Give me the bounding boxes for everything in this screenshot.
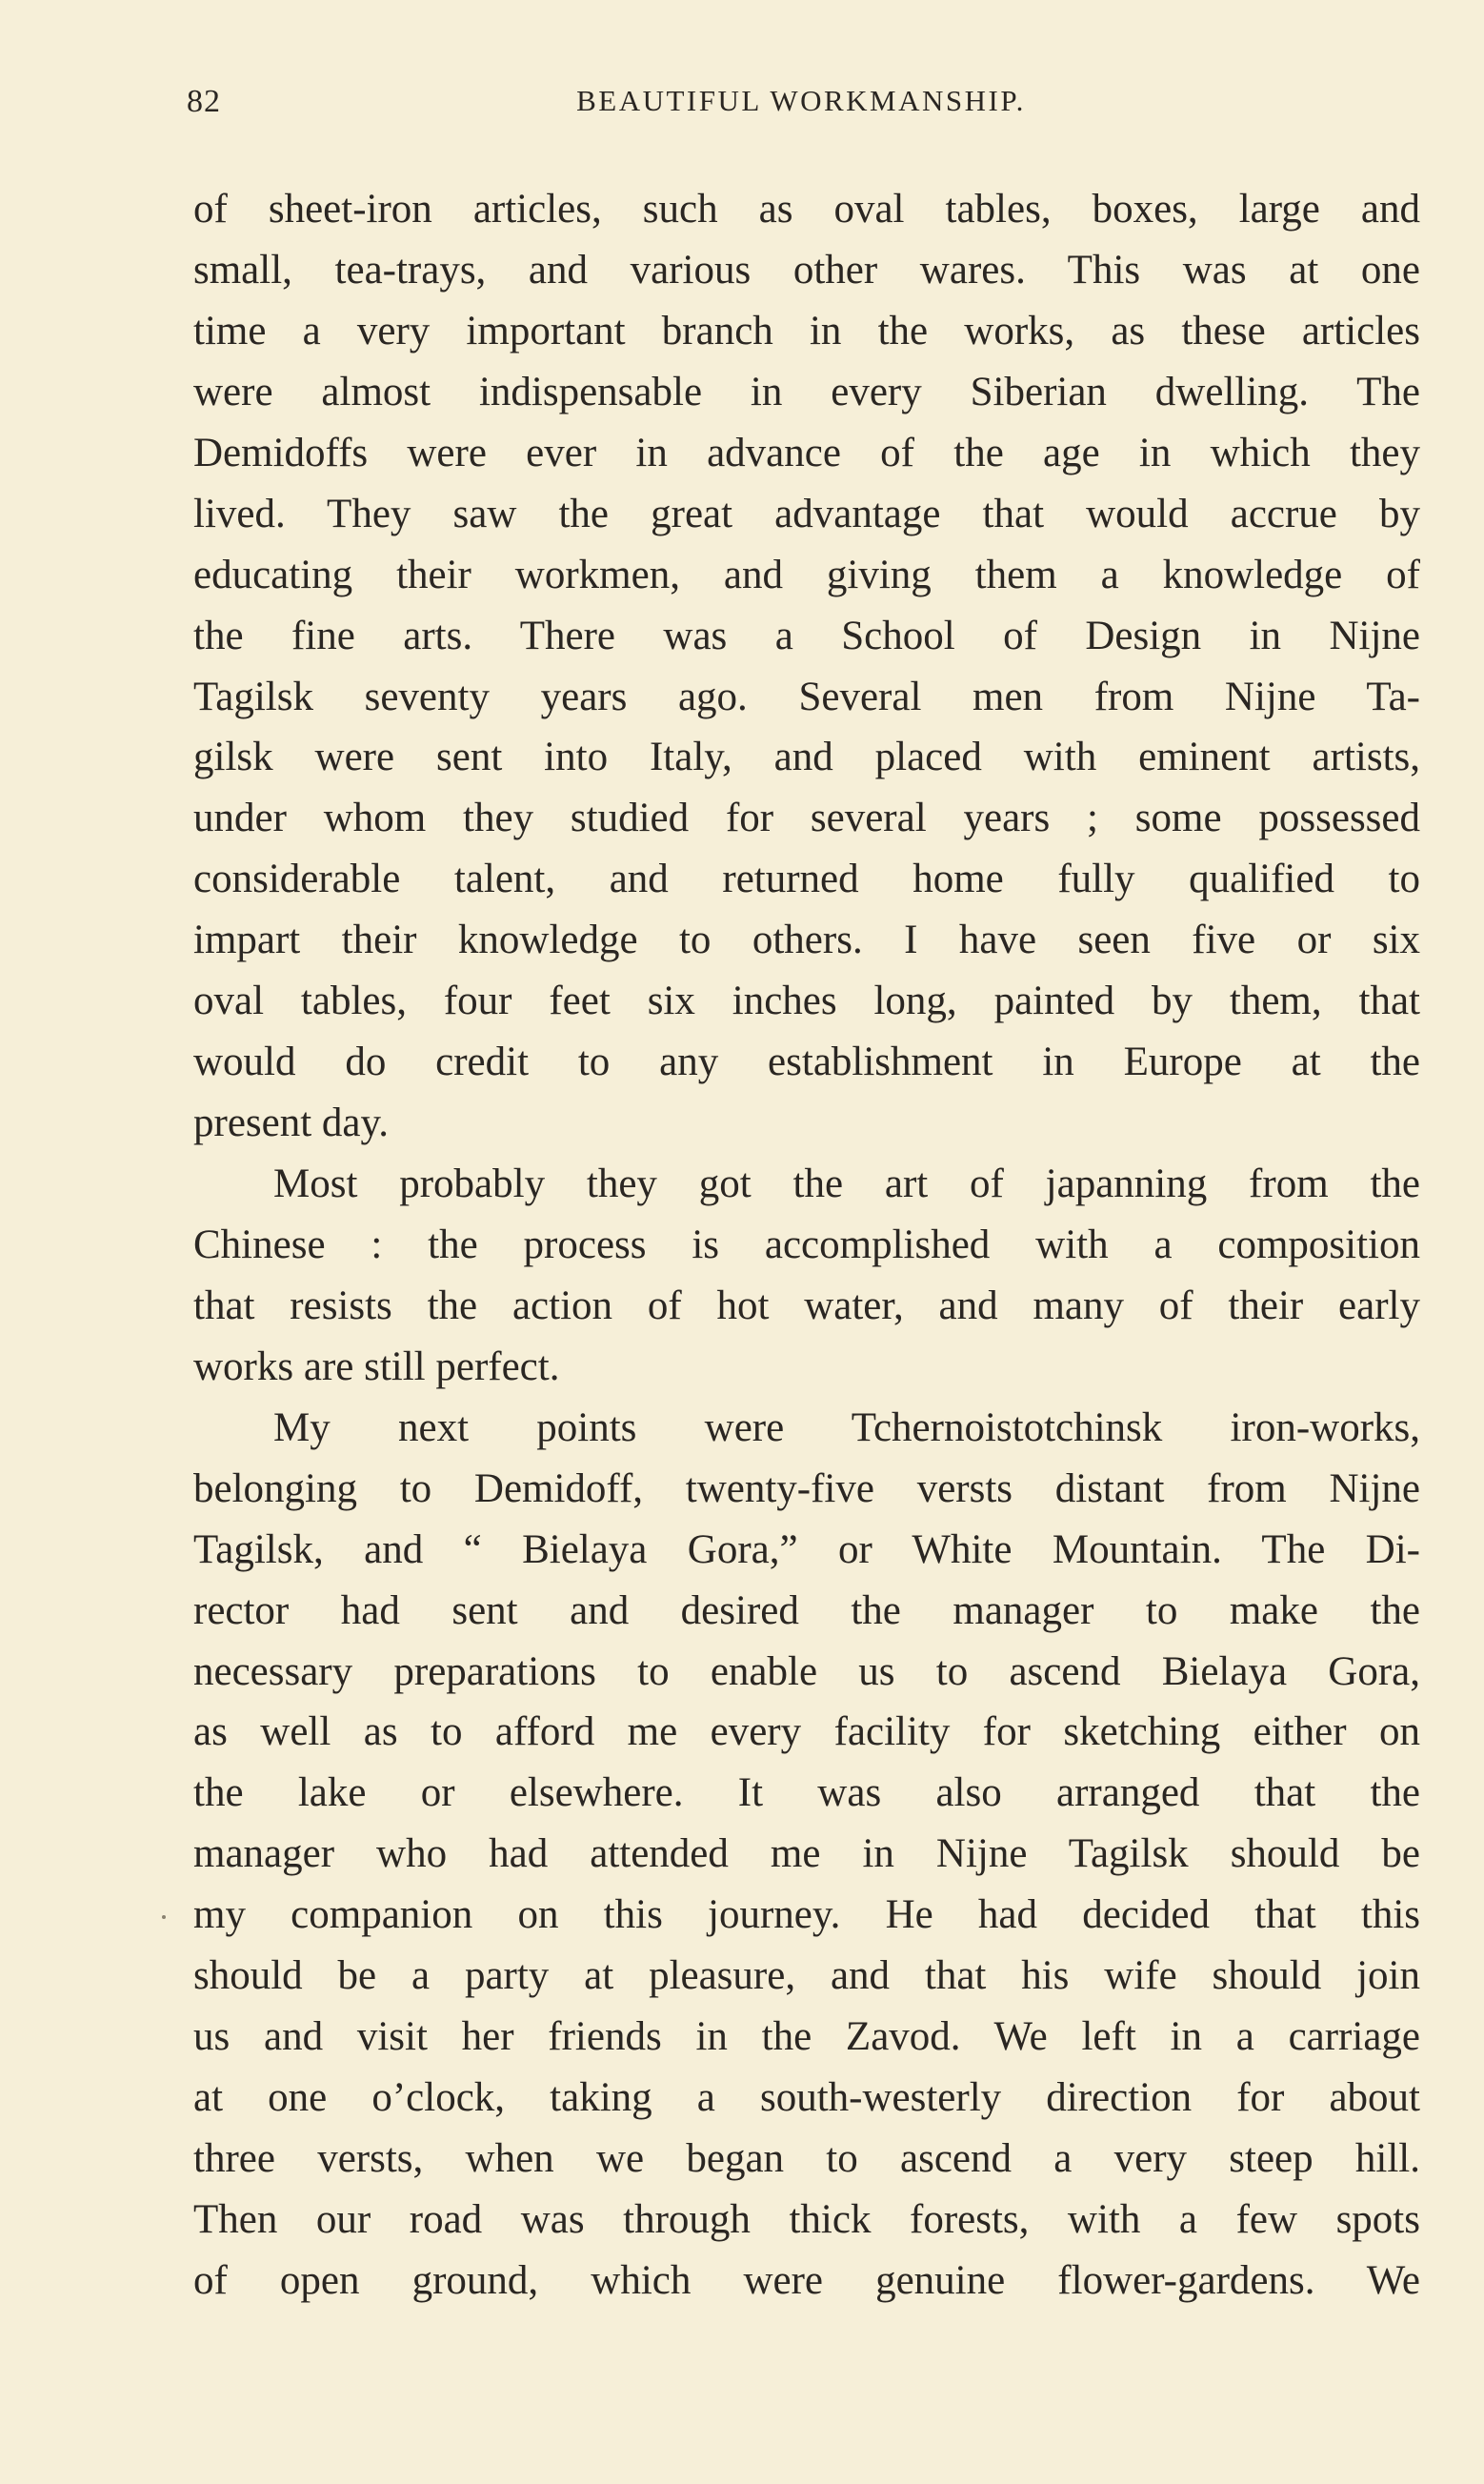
text-line: of sheet-iron articles, such as oval tables, boxes, large and — [193, 187, 1420, 232]
text-line: belonging to Demidoff, twenty-five versts distant from Nijne — [193, 1465, 1420, 1511]
text-line: small, tea-trays, and various other wares. This was at one — [193, 247, 1420, 293]
stray-print-mark — [162, 1915, 166, 1919]
page-number: 82 — [187, 84, 221, 119]
text-line: Demidoffs were ever in advance of the age in which they — [193, 430, 1420, 475]
text-line: the lake or elsewhere. It was also arranged that the — [193, 1770, 1420, 1816]
text-line: at one o’clock, taking a south-westerly direction for about — [193, 2075, 1420, 2121]
text-line: Tagilsk seventy years ago. Several men from Nijne Ta- — [193, 674, 1420, 719]
paragraph-first-line: Most probably they got the art of japanning from the — [273, 1161, 1420, 1206]
text-line: three versts, when we began to ascend a very steep hill. — [193, 2136, 1420, 2181]
text-line: time a very important branch in the works, as these articles — [193, 308, 1420, 353]
paragraph-end-line: present day. — [193, 1101, 389, 1146]
text-line: considerable talent, and returned home fully qualified to — [193, 857, 1420, 902]
text-line: Tagilsk, and “ Bielaya Gora,” or White Mountain. The Di- — [193, 1526, 1420, 1572]
text-line: Chinese : the process is accomplished with a composition — [193, 1222, 1420, 1267]
text-line: under whom they studied for several years ; some possessed — [193, 796, 1420, 841]
text-line: rector had sent and desired the manager to make the — [193, 1587, 1420, 1633]
text-line: lived. They saw the great advantage that would accrue by — [193, 491, 1420, 536]
text-line: were almost indispensable in every Siberian dwelling. The — [193, 369, 1420, 414]
text-line: as well as to afford me every facility for sketching either on — [193, 1709, 1420, 1755]
text-line: necessary preparations to enable us to ascend Bielaya Gora, — [193, 1648, 1420, 1694]
text-line: manager who had attended me in Nijne Tagilsk should be — [193, 1831, 1420, 1877]
text-line: the fine arts. There was a School of Design in Nijne — [193, 613, 1420, 658]
text-line: oval tables, four feet six inches long, painted by them, that — [193, 979, 1420, 1024]
text-line: educating their workmen, and giving them a knowledge of — [193, 552, 1420, 597]
text-line: should be a party at pleasure, and that his wife should join — [193, 1953, 1420, 1999]
running-title: BEAUTIFUL WORKMANSHIP. — [576, 84, 1026, 117]
body-text — [193, 179, 1420, 2312]
text-line: that resists the action of hot water, and many of their early — [193, 1282, 1420, 1328]
paragraph-first-line: My next points were Tchernoistotchinsk iron-works, — [273, 1404, 1420, 1450]
text-line: impart their knowledge to others. I have seen five or six — [193, 918, 1420, 963]
text-line: gilsk were sent into Italy, and placed with eminent artists, — [193, 735, 1420, 780]
text-line: my companion on this journey. He had decided that this — [193, 1892, 1420, 1938]
text-line: us and visit her friends in the Zavod. We left in a carriage — [193, 2014, 1420, 2060]
text-line: would do credit to any establishment in Europe at the — [193, 1040, 1420, 1085]
text-line: Then our road was through thick forests, with a few spots — [193, 2196, 1420, 2242]
text-line: of open ground, which were genuine flower-gardens. We — [193, 2257, 1420, 2303]
running-head — [187, 84, 1415, 131]
paragraph-end-line: works are still perfect. — [193, 1343, 560, 1389]
